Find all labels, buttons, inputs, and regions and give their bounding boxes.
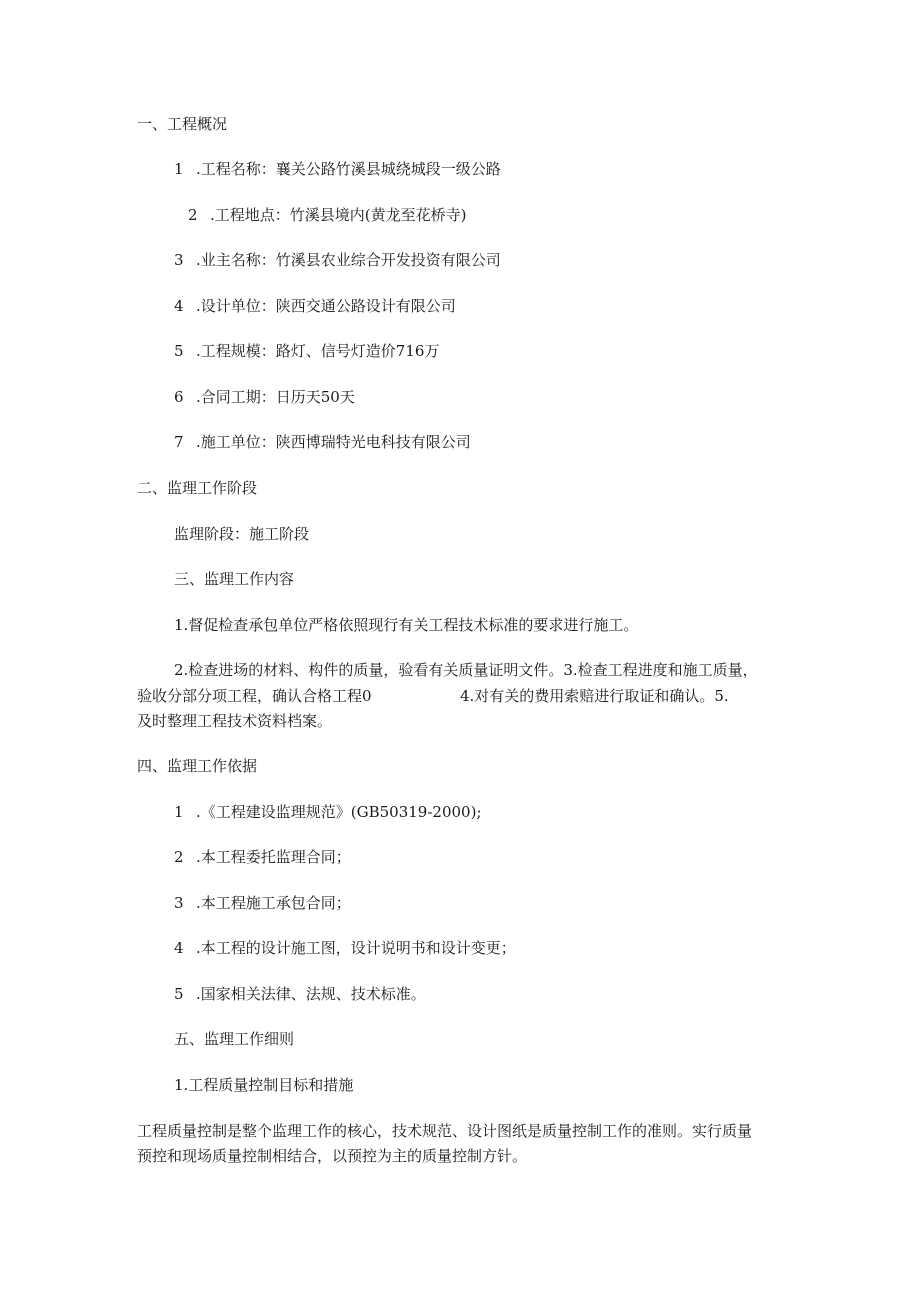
list-item-number: 2 <box>174 848 184 866</box>
list-item <box>174 984 426 1004</box>
list-item <box>188 205 466 225</box>
list-item-number: 4 <box>174 297 184 315</box>
paragraph: 1.督促检查承包单位严格依照现行有关工程技术标准的要求进行施工。 <box>174 616 639 634</box>
list-item-text: .国家相关法律、法规、技术标准。 <box>196 985 426 1003</box>
list-item-text: .本工程施工承包合同； <box>196 894 351 912</box>
list-item <box>174 387 355 407</box>
paragraph-line: 2.检查进场的材料、构件的质量，验看有关质量证明文件。3.检查工程进度和施工质量， <box>174 661 758 679</box>
list-item-text: .设计单位：陕西交通公路设计有限公司 <box>196 297 456 315</box>
list-item-number: 3 <box>174 251 184 269</box>
list-item-number: 2 <box>188 206 198 224</box>
list-item-text: .本工程委托监理合同； <box>196 848 351 866</box>
list-item-text: .施工单位：陕西博瑞特光电科技有限公司 <box>196 433 471 451</box>
list-item-text: .合同工期：日历天50天 <box>196 388 355 406</box>
list-item-number: 7 <box>174 433 184 451</box>
section-heading-5: 五、监理工作细则 <box>174 1030 295 1048</box>
paragraph-line: 工程质量控制是整个监理工作的核心，技术规范、设计图纸是质量控制工作的准则。实行质量 <box>137 1122 753 1140</box>
paragraph-line <box>137 686 372 706</box>
paragraph-fragment: 验收分部分项工程，确认合格工程0 <box>137 687 372 705</box>
paragraph-line: 预控和现场质量控制相结合，以预控为主的质量控制方针。 <box>137 1147 528 1165</box>
list-item <box>174 893 351 913</box>
list-item <box>174 432 471 452</box>
list-item <box>174 341 439 361</box>
list-item <box>174 938 516 958</box>
list-item-number: 1 <box>174 160 184 178</box>
list-item-text: .本工程的设计施工图，设计说明书和设计变更； <box>196 939 516 957</box>
list-item-text: .工程规模：路灯、信号灯造价716万 <box>196 342 440 360</box>
list-item-number: 5 <box>174 985 184 1003</box>
paragraph-fragment: 4.对有关的费用索赔进行取证和确认。5. <box>460 687 729 705</box>
list-item-text: .工程地点：竹溪县境内(黄龙至花桥寺) <box>210 206 467 224</box>
list-item <box>174 847 351 867</box>
section-heading-4: 四、监理工作依据 <box>137 757 258 775</box>
list-item <box>174 159 501 179</box>
list-item-number: 3 <box>174 894 184 912</box>
list-item-text: .《工程建设监理规范》(GB50319-2000); <box>196 803 482 821</box>
subheading: 1.工程质量控制目标和措施 <box>174 1076 354 1094</box>
list-item-number: 4 <box>174 939 184 957</box>
section-heading-1: 一、工程概况 <box>137 115 228 133</box>
list-item <box>174 802 482 822</box>
section-text: 监理阶段：施工阶段 <box>174 525 310 543</box>
list-item <box>174 250 501 270</box>
list-item-number: 6 <box>174 388 184 406</box>
section-heading-2: 二、监理工作阶段 <box>137 479 258 497</box>
list-item-text: .业主名称：竹溪县农业综合开发投资有限公司 <box>196 251 501 269</box>
list-item-number: 1 <box>174 803 184 821</box>
section-heading-3: 三、监理工作内容 <box>174 570 295 588</box>
list-item-text: .工程名称：襄关公路竹溪县城绕城段一级公路 <box>196 160 501 178</box>
list-item <box>174 296 456 316</box>
paragraph-line: 及时整理工程技术资料档案。 <box>137 712 333 730</box>
list-item-number: 5 <box>174 342 184 360</box>
